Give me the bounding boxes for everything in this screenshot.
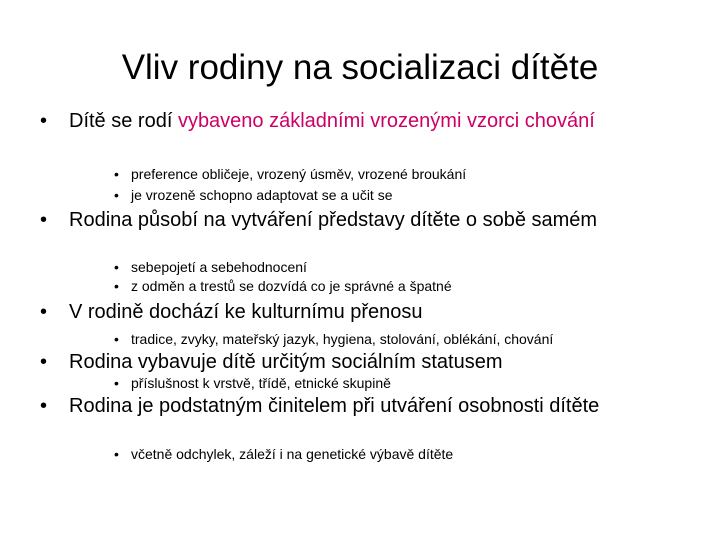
subitem-2-1 [114,257,694,278]
bullet-item-2 [40,208,660,232]
subitem-text: je vrozeně schopno adaptovat se a učit se [131,187,393,203]
subitem-4-1 [114,373,694,394]
bullet-text-plain: Dítě se rodí [69,110,178,132]
subitem-text: preference obličeje, vrozený úsměv, vrozené broukání [131,166,467,182]
bullet-text [69,109,660,133]
subitem-3-1 [114,329,694,350]
bullet-item-1 [40,109,660,133]
subitem-marker: • [114,259,119,275]
bullet-text: V rodině dochází ke kulturnímu přenosu [69,301,423,323]
subitem-1-1 [114,164,694,185]
bullet-marker: • [40,209,48,231]
bullet-marker: • [40,395,48,417]
bullet-marker: • [40,301,48,323]
subitem-marker: • [114,331,119,347]
bullet-marker: • [40,110,48,132]
subitem-5-1 [114,444,694,465]
bullet-text: Rodina je podstatným činitelem při utváření osobnosti dítěte [69,395,600,417]
subitem-marker: • [114,166,119,182]
subitem-marker: • [114,375,119,391]
subitem-marker: • [114,187,119,203]
subitem-text: včetně odchylek, záleží i na genetické výbavě dítěte [131,446,454,462]
slide-title: Vliv rodiny na socializaci dítěte [121,48,599,87]
bullet-item-3 [40,300,660,324]
subitem-2-2 [114,276,694,297]
subitem-text: sebepojetí a sebehodnocení [131,259,307,275]
bullet-item-5 [40,394,660,418]
bullet-text-highlight: vybaveno základními vrozenými vzorci chování [177,110,595,132]
subitem-marker: • [114,278,119,294]
subitem-1-2 [114,185,694,206]
bullet-text: Rodina působí na vytváření představy dítěte o sobě samém [69,209,598,231]
bullet-marker: • [40,351,48,373]
bullet-text: Rodina vybavuje dítě určitým sociálním statusem [69,351,503,373]
bullet-item-4 [40,350,660,374]
subitem-marker: • [114,446,119,462]
subitem-text: příslušnost k vrstvě, třídě, etnické skupině [131,375,391,391]
subitem-text: z odměn a trestů se dozvídá co je správné a špatné [131,278,452,294]
subitem-text: tradice, zvyky, mateřský jazyk, hygiena, stolování, oblékání, chování [131,331,554,347]
